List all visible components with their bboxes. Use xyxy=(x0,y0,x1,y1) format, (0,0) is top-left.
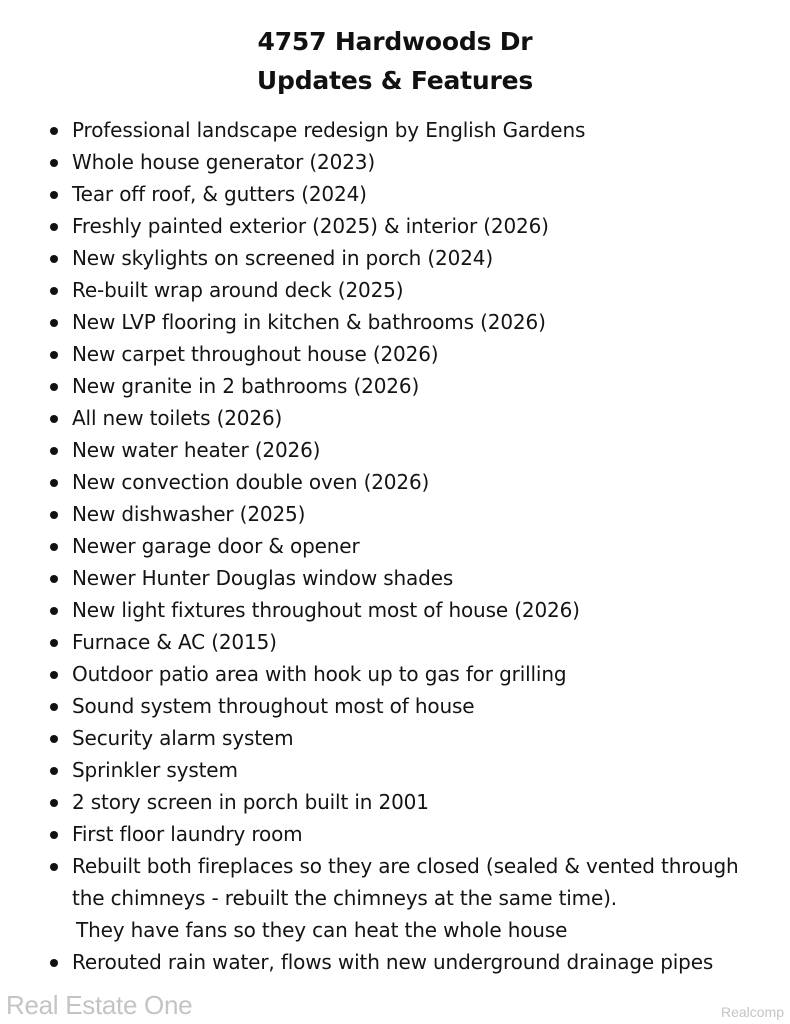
feature-text: New LVP flooring in kitchen & bathrooms (2026) xyxy=(72,310,546,334)
feature-item xyxy=(0,530,790,562)
feature-text: Rerouted rain water, flows with new underground drainage pipes xyxy=(72,950,714,974)
feature-text: Security alarm system xyxy=(72,726,294,750)
feature-text: New dishwasher (2025) xyxy=(72,502,306,526)
features-list xyxy=(0,114,790,978)
feature-item xyxy=(0,594,790,626)
feature-text: 2 story screen in porch built in 2001 xyxy=(72,790,429,814)
feature-item xyxy=(0,114,790,146)
feature-item xyxy=(0,146,790,178)
feature-item xyxy=(0,242,790,274)
feature-item xyxy=(0,210,790,242)
feature-text: All new toilets (2026) xyxy=(72,406,283,430)
feature-text: First floor laundry room xyxy=(72,822,303,846)
feature-text: New skylights on screened in porch (2024) xyxy=(72,246,494,270)
feature-item xyxy=(0,562,790,594)
feature-item xyxy=(0,178,790,210)
feature-item xyxy=(0,274,790,306)
feature-item xyxy=(0,434,790,466)
feature-text: Freshly painted exterior (2025) & interior (2026) xyxy=(72,214,549,238)
feature-text: Professional landscape redesign by English Gardens xyxy=(72,118,586,142)
brokerage-watermark: Real Estate One xyxy=(6,990,193,1020)
document-subtitle: Updates & Features xyxy=(256,66,534,95)
feature-text: New convection double oven (2026) xyxy=(72,470,430,494)
feature-text: New water heater (2026) xyxy=(72,438,321,462)
feature-text: New granite in 2 bathrooms (2026) xyxy=(72,374,420,398)
feature-text: New light fixtures throughout most of house (2026) xyxy=(72,598,580,622)
feature-item xyxy=(0,754,790,786)
feature-item xyxy=(0,658,790,690)
feature-text: Furnace & AC (2015) xyxy=(72,630,277,654)
feature-text: New carpet throughout house (2026) xyxy=(72,342,439,366)
mls-watermark: Realcomp xyxy=(720,1004,784,1020)
feature-item xyxy=(0,466,790,498)
feature-text: Whole house generator (2023) xyxy=(72,150,375,174)
feature-item xyxy=(0,370,790,402)
feature-item xyxy=(0,690,790,722)
feature-item xyxy=(0,722,790,754)
feature-item xyxy=(0,818,790,850)
feature-item xyxy=(0,946,790,978)
feature-text: Newer Hunter Douglas window shades xyxy=(72,566,454,590)
feature-text: the chimneys - rebuilt the chimneys at the same time). xyxy=(72,886,618,910)
feature-text: Re-built wrap around deck (2025) xyxy=(72,278,404,302)
feature-text: Newer garage door & opener xyxy=(72,534,360,558)
feature-item xyxy=(0,786,790,818)
feature-item xyxy=(0,306,790,338)
feature-item xyxy=(0,850,790,946)
document-title: 4757 Hardwoods Dr xyxy=(257,27,533,56)
feature-text: They have fans so they can heat the whole house xyxy=(76,918,568,942)
feature-text: Sprinkler system xyxy=(72,758,238,782)
feature-item xyxy=(0,626,790,658)
feature-text: Rebuilt both fireplaces so they are closed (sealed & vented through xyxy=(72,854,739,878)
feature-item xyxy=(0,498,790,530)
feature-text: Sound system throughout most of house xyxy=(72,694,475,718)
feature-item xyxy=(0,402,790,434)
feature-text: Tear off roof, & gutters (2024) xyxy=(72,182,367,206)
feature-text: Outdoor patio area with hook up to gas for grilling xyxy=(72,662,567,686)
feature-item xyxy=(0,338,790,370)
